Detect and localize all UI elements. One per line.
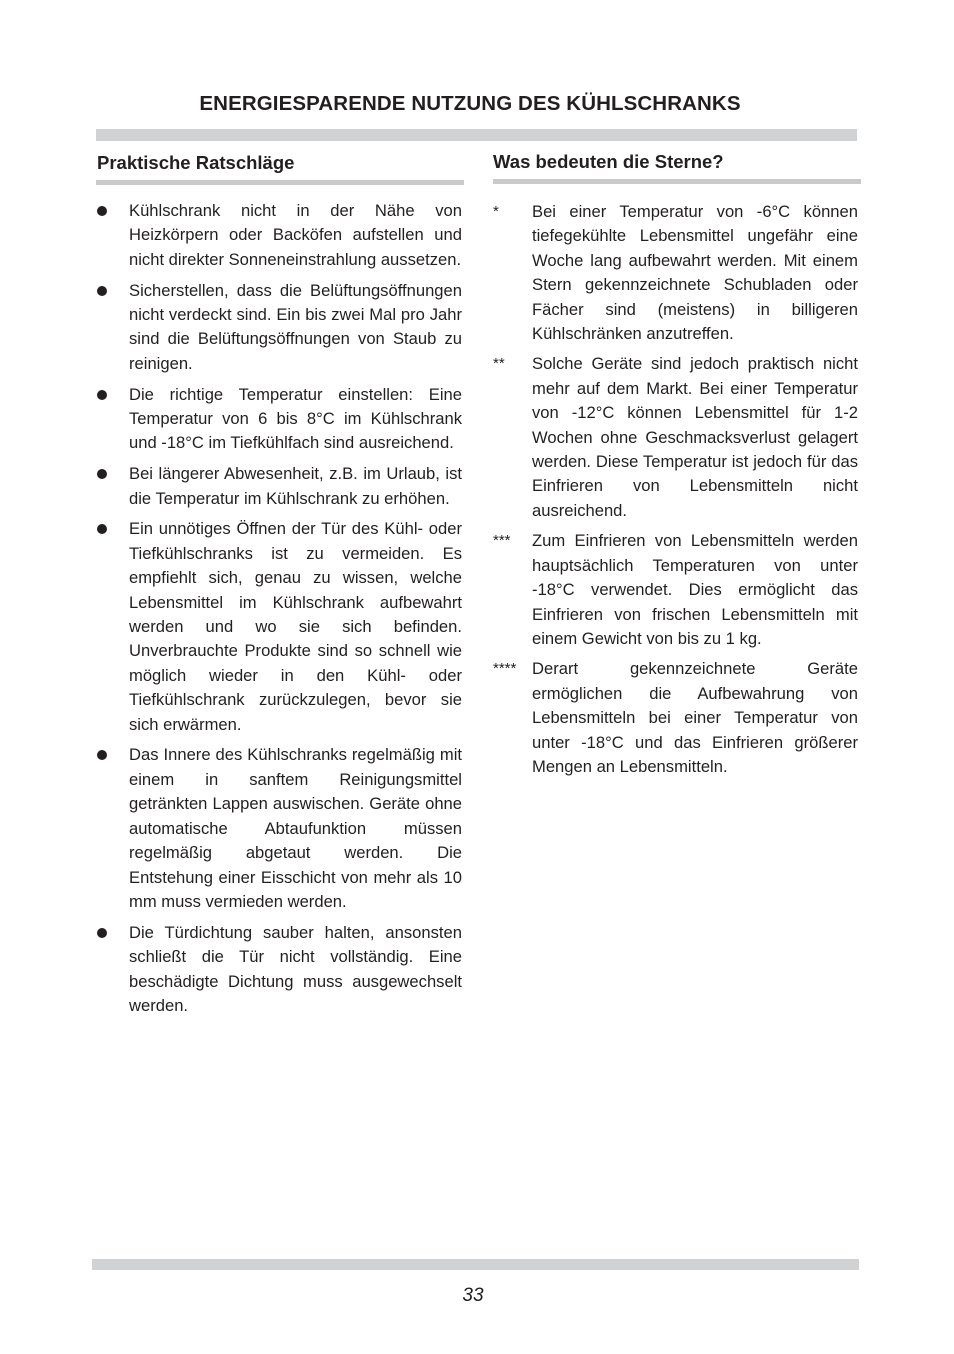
tip-item [96, 199, 462, 272]
bullet-icon [97, 390, 107, 400]
footer-divider [92, 1259, 859, 1270]
tip-text: Bei längerer Abwesenheit, z.B. im Urlaub, ist die Temperatur im Kühlschrank zu erhöhen. [129, 464, 462, 508]
star-rating-text: Bei einer Temperatur von -6°C können tiefegekühlte Lebensmittel ungefähr eine Woche lang aufbewahrt werden. Mit einem Stern gekennzeichnete Schubladen oder Fächer sind (meistens) in billigeren Kühlschränken anzutreffen. [532, 202, 858, 344]
page-number: 33 [462, 1285, 484, 1306]
tip-item [96, 921, 462, 1019]
tip-item [96, 383, 462, 456]
tips-heading: Praktische Ratschläge [97, 152, 295, 173]
stars-heading-rule [493, 179, 861, 184]
bullet-icon [97, 750, 107, 760]
tip-item [96, 462, 462, 511]
star-rating-marker: *** [493, 532, 511, 550]
stars-heading: Was bedeuten die Sterne? [493, 151, 724, 172]
tip-text: Kühlschrank nicht in der Nähe von Heizkörpern oder Backöfen aufstellen und nicht direkter Sonneneinstrahlung aussetzen. [129, 201, 462, 269]
star-rating-item [493, 200, 858, 346]
star-rating-item [493, 657, 858, 779]
star-rating-text: Derart gekennzeichnete Geräte ermöglichen die Aufbewahrung von Lebensmitteln bei einer Temperatur von unter -18°C und das Einfrieren größerer Mengen an Lebensmitteln. [532, 659, 858, 776]
tip-text: Das Innere des Kühlschranks regelmäßig mit einem in sanftem Reinigungsmittel getränkten Lappen auswischen. Geräte ohne automatische Abtaufunktion müssen regelmäßig abgetaut werden. Die Entstehung einer Eisschicht von mehr als 10 mm muss vermieden werden. [129, 745, 462, 911]
star-rating-text: Zum Einfrieren von Lebensmitteln werden hauptsächlich Temperaturen von unter -18°C verwendet. Dies ermöglicht das Einfrieren von frischen Lebensmitteln mit einem Gewicht von bis zu 1 kg. [532, 531, 858, 648]
tip-text: Ein unnötiges Öffnen der Tür des Kühl- oder Tiefkühlschranks ist zu vermeiden. Es empfiehlt sich, genau zu wissen, welche Lebensmittel im Kühlschrank aufbewahrt werden und wo sie sich befinden. Unverbrauchte Produkte sind so schnell wie möglich wieder in den Kühl- oder Tiefkühlschrank zurückzulegen, bevor sie sich erwärmen. [129, 519, 462, 734]
star-rating-marker: **** [493, 660, 517, 678]
star-rating-text: Solche Geräte sind jedoch praktisch nicht mehr auf dem Markt. Bei einer Temperatur von -12°C können Lebensmittel für 1-2 Wochen ohne Geschmacksverlust gelagert werden. Diese Temperatur ist jedoch für das Einfrieren von Lebensmitteln nicht ausreichend. [532, 354, 858, 520]
star-ratings-list [493, 200, 858, 785]
tips-list [96, 199, 462, 1025]
page-title: ENERGIESPARENDE NUTZUNG DES KÜHLSCHRANKS [199, 92, 741, 115]
tip-item [96, 517, 462, 737]
tips-heading-rule [96, 180, 464, 185]
bullet-icon [97, 286, 107, 296]
tip-item [96, 743, 462, 914]
tip-text: Die richtige Temperatur einstellen: Eine Temperatur von 6 bis 8°C im Kühlschrank und -18°C im Tiefkühlfach sind ausreichend. [129, 384, 462, 453]
star-rating-marker: ** [493, 355, 505, 373]
bullet-icon [97, 469, 107, 479]
tip-text: Sicherstellen, dass die Belüftungsöffnungen nicht verdeckt sind. Ein bis zwei Mal pro Jahr sind die Belüftungsöffnungen von Staub zu reinigen. [129, 280, 462, 373]
title-divider [96, 129, 857, 141]
star-rating-item [493, 529, 858, 651]
tip-item [96, 279, 462, 377]
bullet-icon [97, 928, 107, 938]
star-rating-item [493, 352, 858, 523]
bullet-icon [97, 524, 107, 534]
tip-text: Die Türdichtung sauber halten, ansonsten schließt die Tür nicht vollständig. Eine beschädigte Dichtung muss ausgewechselt werden. [129, 922, 462, 1015]
star-rating-marker: * [493, 203, 499, 220]
bullet-icon [97, 206, 107, 216]
